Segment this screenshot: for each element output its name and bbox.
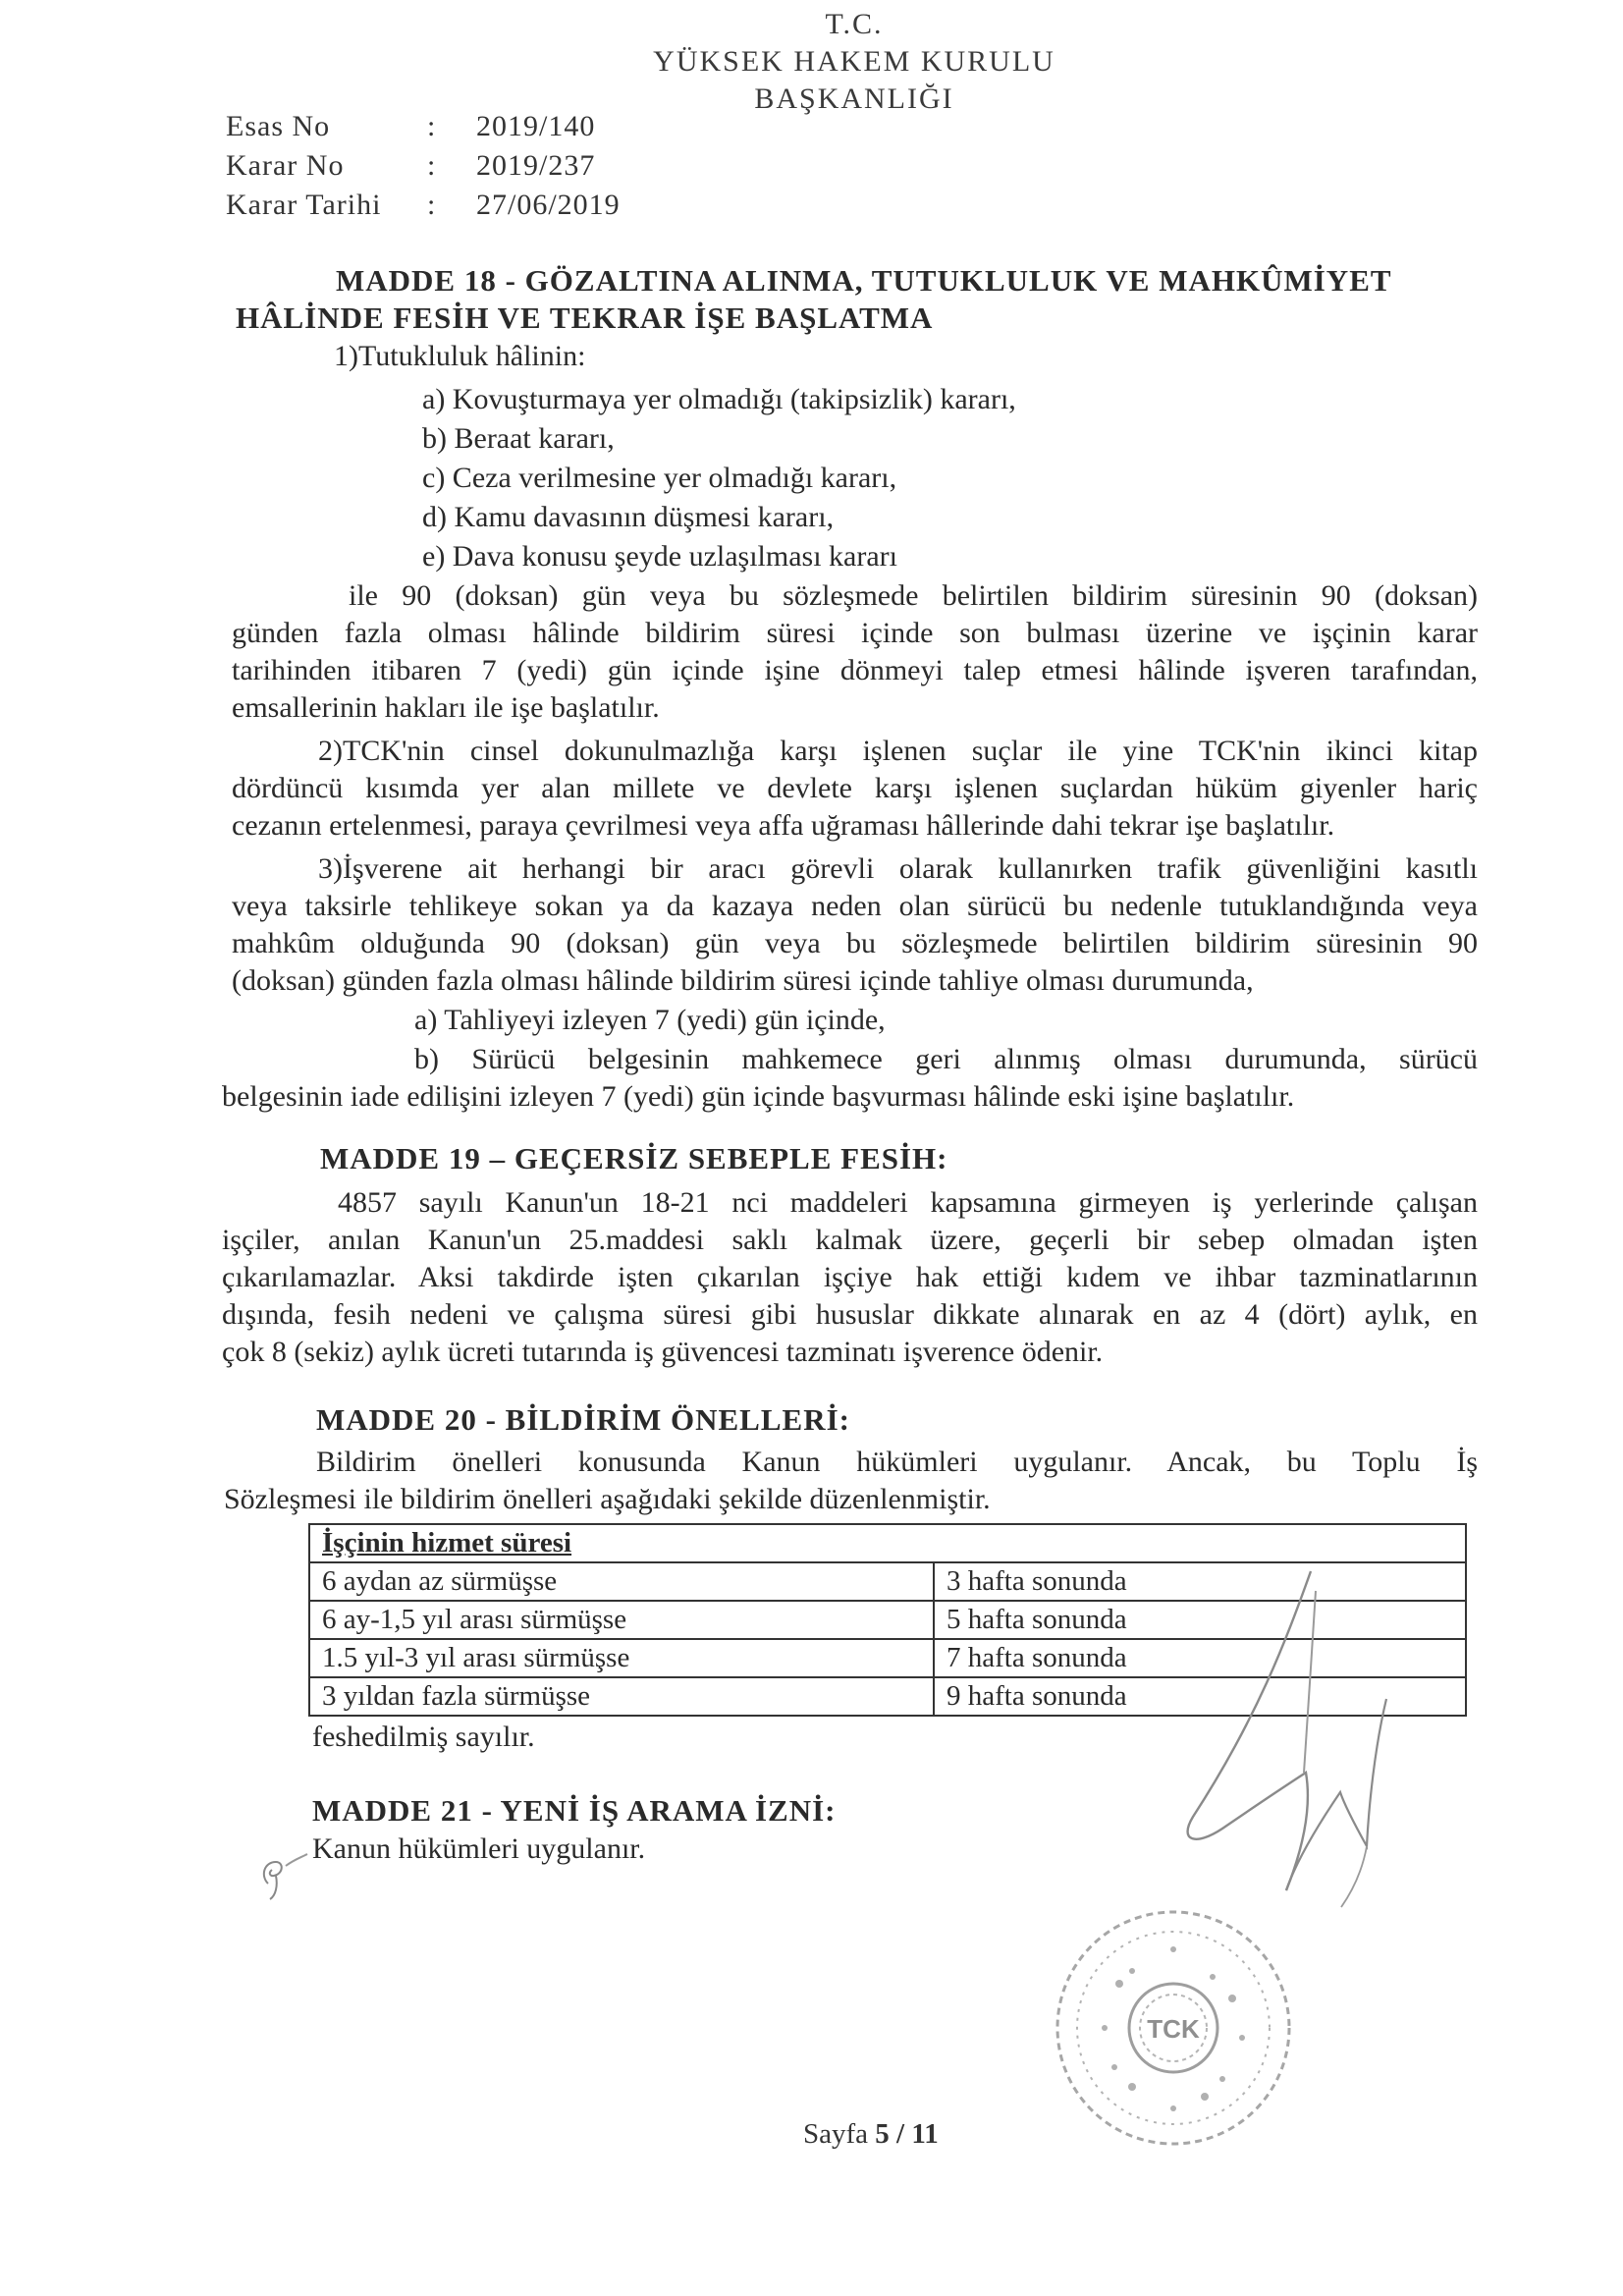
meta-label: Karar No — [226, 149, 345, 182]
madde-18-title-line-1: MADDE 18 - GÖZALTINA ALINMA, TUTUKLULUK VE MAHKÛMİYET — [336, 263, 1392, 298]
meta-label: Esas No — [226, 110, 331, 142]
madde-21-body: Kanun hükümleri uygulanır. — [312, 1832, 646, 1865]
meta-separator: : — [427, 110, 436, 142]
madde-18-item-e: e) Dava konusu şeyde uzlaşılması kararı — [422, 540, 897, 573]
madde-18-p3-item-b-line: b) Sürücü belgesinin mahkemece geri alınmış olması durumunda, sürücü — [414, 1043, 1478, 1075]
madde-18-p3-line: mahkûm olduğunda 90 (doksan) gün veya bu sözleşmede belirtilen bildirim süresinin 90 — [232, 927, 1478, 959]
meta-value: 2019/140 — [476, 110, 596, 142]
handwritten-signature — [1139, 1552, 1404, 1935]
madde-21-title: MADDE 21 - YENİ İŞ ARAMA İZNİ: — [312, 1793, 837, 1828]
header-line-2: YÜKSEK HAKEM KURULU — [653, 45, 1055, 78]
madde-19-line: dışında, fesih nedeni ve çalışma süresi gibi hususlar dikkate alınarak en az 4 (dört) aylık, en — [222, 1298, 1478, 1331]
madde-18-item-b: b) Beraat kararı, — [422, 422, 615, 455]
service-duration-cell: 6 aydan az sürmüşse — [309, 1562, 934, 1601]
madde-18-p3-item-b-line: belgesinin iade edilişini izleyen 7 (yedi) gün içinde başvurması hâlinde eski işine başlatılır. — [222, 1080, 1295, 1113]
madde-20-title: MADDE 20 - BİLDİRİM ÖNELLERİ: — [316, 1402, 850, 1437]
header-line-3: BAŞKANLIĞI — [754, 82, 954, 115]
madde-18-p1-body-line: ile 90 (doksan) gün veya bu sözleşmede belirtilen bildirim süresinin 90 (doksan) — [349, 579, 1478, 612]
madde-18-p3-item-a: a) Tahliyeyi izleyen 7 (yedi) gün içinde, — [414, 1004, 886, 1036]
table-header-cell: İşçinin hizmet süresi — [309, 1524, 1466, 1562]
page-number-prefix: Sayfa — [803, 2118, 869, 2150]
madde-18-p2-line: 2)TCK'nin cinsel dokunulmazlığa karşı işlenen suçlar ile yine TCK'nin ikinci kitap — [318, 735, 1478, 767]
seal-center-text: TCK — [1147, 2014, 1200, 2044]
meta-separator: : — [427, 149, 436, 182]
madde-19-line: işçiler, anılan Kanun'un 25.maddesi saklı kalmak üzere, geçerli bir sebep olmadan işten — [222, 1224, 1478, 1256]
madde-18-p2-line: cezanın ertelenmesi, paraya çevrilmesi veya affa uğraması hâllerinde dahi tekrar işe başlatılır. — [232, 809, 1335, 842]
madde-18-item-d: d) Kamu davasının düşmesi kararı, — [422, 501, 835, 533]
madde-18-title-line-2: HÂLİNDE FESİH VE TEKRAR İŞE BAŞLATMA — [236, 301, 934, 335]
handwritten-initial-mark — [250, 1846, 319, 1905]
madde-18-p1-body-line: günden fazla olması hâlinde bildirim süresi içinde son bulması üzerine ve işçinin karar — [232, 617, 1478, 649]
madde-19-title: MADDE 19 – GEÇERSİZ SEBEPLE FESİH: — [320, 1141, 948, 1175]
madde-18-p1-body-line: emsallerinin hakları ile işe başlatılır. — [232, 691, 660, 724]
meta-separator: : — [427, 189, 436, 221]
madde-18-p3-line: (doksan) günden fazla olması hâlinde bildirim süresi içinde tahliye olması durumunda, — [232, 964, 1254, 997]
notice-period-cell: 3 hafta sonunda — [934, 1562, 1466, 1601]
notice-period-cell: 9 hafta sonunda — [934, 1677, 1466, 1716]
service-duration-cell: 3 yıldan fazla sürmüşse — [309, 1677, 934, 1716]
madde-18-p2-line: dördüncü kısımda yer alan millete ve devlete karşı işlenen suçlardan hüküm giyenler hariç — [232, 772, 1478, 804]
meta-value: 27/06/2019 — [476, 189, 621, 221]
madde-20-line: Sözleşmesi ile bildirim önelleri aşağıdaki şekilde düzenlenmiştir. — [224, 1483, 991, 1515]
header-line-1: T.C. — [825, 8, 884, 40]
madde-19-line: 4857 sayılı Kanun'un 18-21 nci maddeleri kapsamına girmeyen iş yerlerinde çalışan — [338, 1186, 1478, 1219]
service-duration-cell: 1.5 yıl-3 yıl arası sürmüşse — [309, 1639, 934, 1677]
madde-18-p3-line: 3)İşverene ait herhangi bir aracı görevli olarak kullanırken trafik güvenliğini kasıtlı — [318, 852, 1478, 885]
madde-18-p1-intro: 1)Tutukluluk hâlinin: — [334, 340, 586, 372]
madde-19-line: çıkarılamazlar. Aksi takdirde işten çıkarılan işçiye hak ettiği kıdem ve ihbar tazminatlarının — [222, 1261, 1478, 1293]
madde-19-line: çok 8 (sekiz) aylık ücreti tutarında iş güvencesi tazminatı işverence ödenir. — [222, 1336, 1104, 1368]
madde-18-item-c: c) Ceza verilmesine yer olmadığı kararı, — [422, 462, 897, 494]
page-number — [803, 2118, 939, 2151]
service-duration-cell: 6 ay-1,5 yıl arası sürmüşse — [309, 1601, 934, 1639]
page-number-value: 5 / 11 — [875, 2118, 939, 2150]
meta-value: 2019/237 — [476, 149, 596, 182]
madde-20-after-table: feshedilmiş sayılır. — [312, 1721, 535, 1753]
madde-20-line: Bildirim önelleri konusunda Kanun hükümleri uygulanır. Ancak, bu Toplu İş — [316, 1446, 1478, 1478]
madde-18-item-a: a) Kovuşturmaya yer olmadığı (takipsizlik) kararı, — [422, 383, 1016, 415]
notice-period-cell: 7 hafta sonunda — [934, 1639, 1466, 1677]
notice-period-cell: 5 hafta sonunda — [934, 1601, 1466, 1639]
official-seal-stamp — [1046, 1890, 1301, 2156]
meta-label: Karar Tarihi — [226, 189, 382, 221]
madde-18-p3-line: veya taksirle tehlikeye sokan ya da kazaya neden olan sürücü bu nedenle tutuklandığında veya — [232, 890, 1478, 922]
madde-18-p1-body-line: tarihinden itibaren 7 (yedi) gün içinde işine dönmeyi talep etmesi hâlinde işveren tarafından, — [232, 654, 1478, 686]
